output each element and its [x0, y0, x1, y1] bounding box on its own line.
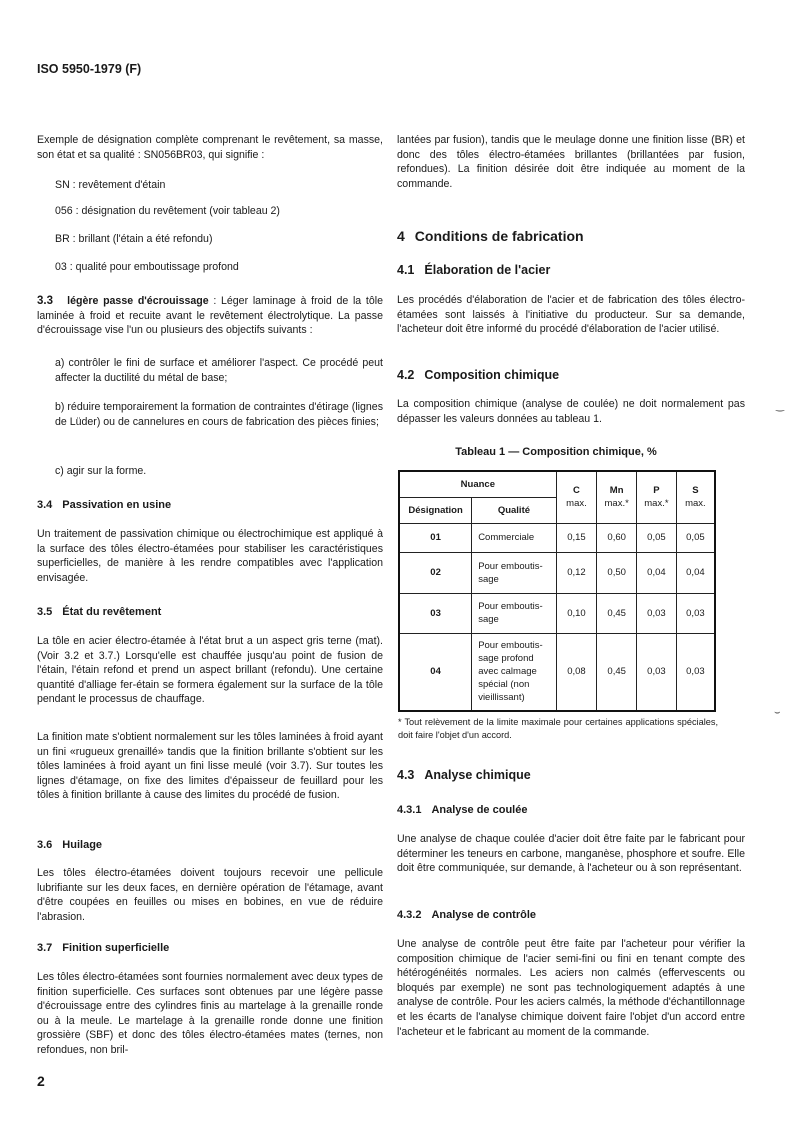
objective-c: c) agir sur la forme. [55, 465, 147, 477]
table-footnote: * Tout relèvement de la limite maximale pour certaines applications spéciales, doit faire l'objet d'un accord. [398, 717, 718, 740]
cell-designation: 04 [399, 633, 472, 711]
cell-c: 0,15 [556, 523, 597, 552]
scan-mark: ‿ [776, 401, 785, 412]
section-number: 3.3 [37, 295, 53, 307]
code-056: 056 : désignation du revêtement (voir tableau 2) [55, 205, 280, 217]
header-p: P max.* [637, 471, 677, 523]
table-caption: Tableau 1 — Composition chimique, % [455, 446, 657, 458]
heading-4-1: 4.1 Élaboration de l'acier [397, 263, 551, 277]
code-br: BR : brillant (l'étain a été refondu) [55, 233, 213, 245]
table-row [399, 633, 715, 711]
cell-p: 0,05 [637, 523, 677, 552]
heading-4-2: 4.2 Composition chimique [397, 368, 560, 382]
cell-s: 0,04 [676, 552, 715, 593]
text-3-4: Un traitement de passivation chimique ou électrochimique est appliqué à la surface des tôles électro-étamées pour stabiliser les caractéristiques superficielles, de manière à les rendre compatibles avec l'application envisagée. [37, 528, 383, 584]
cell-c: 0,12 [556, 552, 597, 593]
cell-p: 0,03 [637, 593, 677, 633]
term: légère passe d'écrouissage [67, 295, 209, 307]
designation-example: Exemple de désignation complète comprenant le revêtement, sa masse, son état et sa qualité : SN056BR03, qui signifie : [37, 134, 383, 161]
cell-s: 0,03 [676, 633, 715, 711]
cell-mn: 0,50 [597, 552, 637, 593]
cell-mn: 0,60 [597, 523, 637, 552]
page-number: 2 [37, 1073, 45, 1089]
cell-qualite: Pour emboutis-sage [472, 593, 556, 633]
cell-mn: 0,45 [597, 633, 637, 711]
cell-designation: 02 [399, 552, 472, 593]
header-qualite: Qualité [472, 497, 556, 523]
code-03: 03 : qualité pour emboutissage profond [55, 261, 239, 273]
code-sn: SN : revêtement d'étain [55, 179, 166, 191]
heading-4-3-1: 4.3.1 Analyse de coulée [397, 804, 528, 816]
heading-3-5: 3.5 État du revêtement [37, 606, 162, 618]
cell-c: 0,10 [556, 593, 597, 633]
heading-4: 4 Conditions de fabrication [397, 228, 584, 244]
cell-mn: 0,45 [597, 593, 637, 633]
header-s: S max. [676, 471, 715, 523]
text-4-2: La composition chimique (analyse de coulée) ne doit normalement pas dépasser les valeurs données au tableau 1. [397, 398, 745, 425]
text-4-3-2: Une analyse de contrôle peut être faite par l'acheteur pour vérifier la composition chimique de l'acier semi-fini ou fini en tenant compte des hétérogénéités normales. Les aciers non calmés (effervescents ou bloqués par exemple) ne sont pas technologiquement adaptés à une analyse de contrôle. Pour les aciers calmés, la méthode d'échantillonnage et les écarts de l'analyse chimique doivent faire l'objet d'un accord entre l'acheteur et le fabricant au moment de la commande. [397, 938, 745, 1038]
text-3-5-a: La tôle en acier électro-étamée à l'état brut a un aspect gris terne (mat). (Voir 3.2 et 3.7.) Lorsqu'elle est chauffée jusqu'au point de fusion de l'étain, l'étain refond et prend un aspect brillant (refondu). Une certaine quantité d'alliage fer-étain se formera également sur la surface de la tôle pendant le processus de chauffage. [37, 635, 383, 706]
section-3-3 [37, 294, 383, 338]
text-4-3-1: Une analyse de chaque coulée d'acier doit être faite par le fabricant pour déterminer les teneurs en carbone, manganèse, phosphore et soufre. Elle doit être communiquée, sur demande, à l'acheteur ou à son représentant. [397, 833, 745, 875]
cell-qualite: Pour emboutis-sage profond avec calmage spécial (non vieillissant) [472, 633, 556, 711]
cell-designation: 03 [399, 593, 472, 633]
table-row [399, 523, 715, 552]
text-3-6: Les tôles électro-étamées doivent toujours recevoir une pellicule lubrifiante sur les deux faces, en dernière opération de l'étamage, avant d'être coupées en feuilles ou mises en bobines, en vue de réduire l'abrasion. [37, 867, 383, 923]
cell-qualite: Pour emboutis-sage [472, 552, 556, 593]
text-3-7-continued: lantées par fusion), tandis que le meulage donne une finition lisse (BR) et donc des tôles électro-étamées brillantes (brillantées par fusion, refondues). La finition désirée doit être indiquée au moment de la commande. [397, 134, 745, 190]
composition-table [398, 470, 716, 712]
cell-qualite: Commerciale [472, 523, 556, 552]
cell-s: 0,03 [676, 593, 715, 633]
header-designation: Désignation [399, 497, 472, 523]
table-row [399, 593, 715, 633]
document-header: ISO 5950-1979 (F) [37, 62, 142, 76]
cell-c: 0,08 [556, 633, 597, 711]
header-nuance: Nuance [399, 471, 556, 497]
definition: : Léger laminage à froid de la tôle laminée à froid et recuite avant le revêtement électrolytique. La passe d'écrouissage vise l'un ou plusieurs des objectifs suivants : [37, 295, 383, 337]
cell-p: 0,04 [637, 552, 677, 593]
text-3-7: Les tôles électro-étamées sont fournies normalement avec deux types de finition superficielle. Ces surfaces sont obtenues par une légère passe d'écrouissage entre des cylindres finis au martelage à la grenaille ronde ou à la meule. Le martelage à la grenaille ronde donne une finition grossière (SBF) et donc des tôles électro-étamées mates (ternes, non refondues, non bril- [37, 971, 383, 1056]
cell-s: 0,05 [676, 523, 715, 552]
header-mn: Mn max.* [597, 471, 637, 523]
text-3-5-b: La finition mate s'obtient normalement sur les tôles laminées à froid ayant un fini «rugueux grenaillé» tandis que la finition brillante s'obtient sur les tôles laminées à froid ayant un fini lisse meulé (voir 3.7). Sur toutes les lignes d'étamage, on fixe des limites d'épaisseur de feuillard pour les tôles à finition brillante à cause des limites du procédé de fusion. [37, 731, 383, 802]
table-row [399, 552, 715, 593]
heading-3-4: 3.4 Passivation en usine [37, 499, 172, 511]
cell-designation: 01 [399, 523, 472, 552]
text-4-1: Les procédés d'élaboration de l'acier et de fabrication des tôles électro-étamées sont laissés à l'initiative du producteur. Sur sa demande, l'acheteur doit être informé du procédé d'élaboration de l'acier utilisé. [397, 294, 745, 336]
objective-a: a) contrôler le fini de surface et améliorer l'aspect. Ce procédé peut affecter la ductilité du métal de base; [55, 357, 383, 384]
cell-p: 0,03 [637, 633, 677, 711]
heading-4-3-2: 4.3.2 Analyse de contrôle [397, 909, 537, 921]
heading-3-7: 3.7 Finition superficielle [37, 942, 170, 954]
header-c: C max. [556, 471, 597, 523]
heading-3-6: 3.6 Huilage [37, 839, 103, 851]
objective-b: b) réduire temporairement la formation de contraintes d'étirage (lignes de Lüder) ou de cannelures en cours de fabrication des pièces finies; [55, 401, 383, 428]
scan-mark: ⌣ [774, 707, 781, 718]
heading-4-3: 4.3 Analyse chimique [397, 768, 531, 782]
